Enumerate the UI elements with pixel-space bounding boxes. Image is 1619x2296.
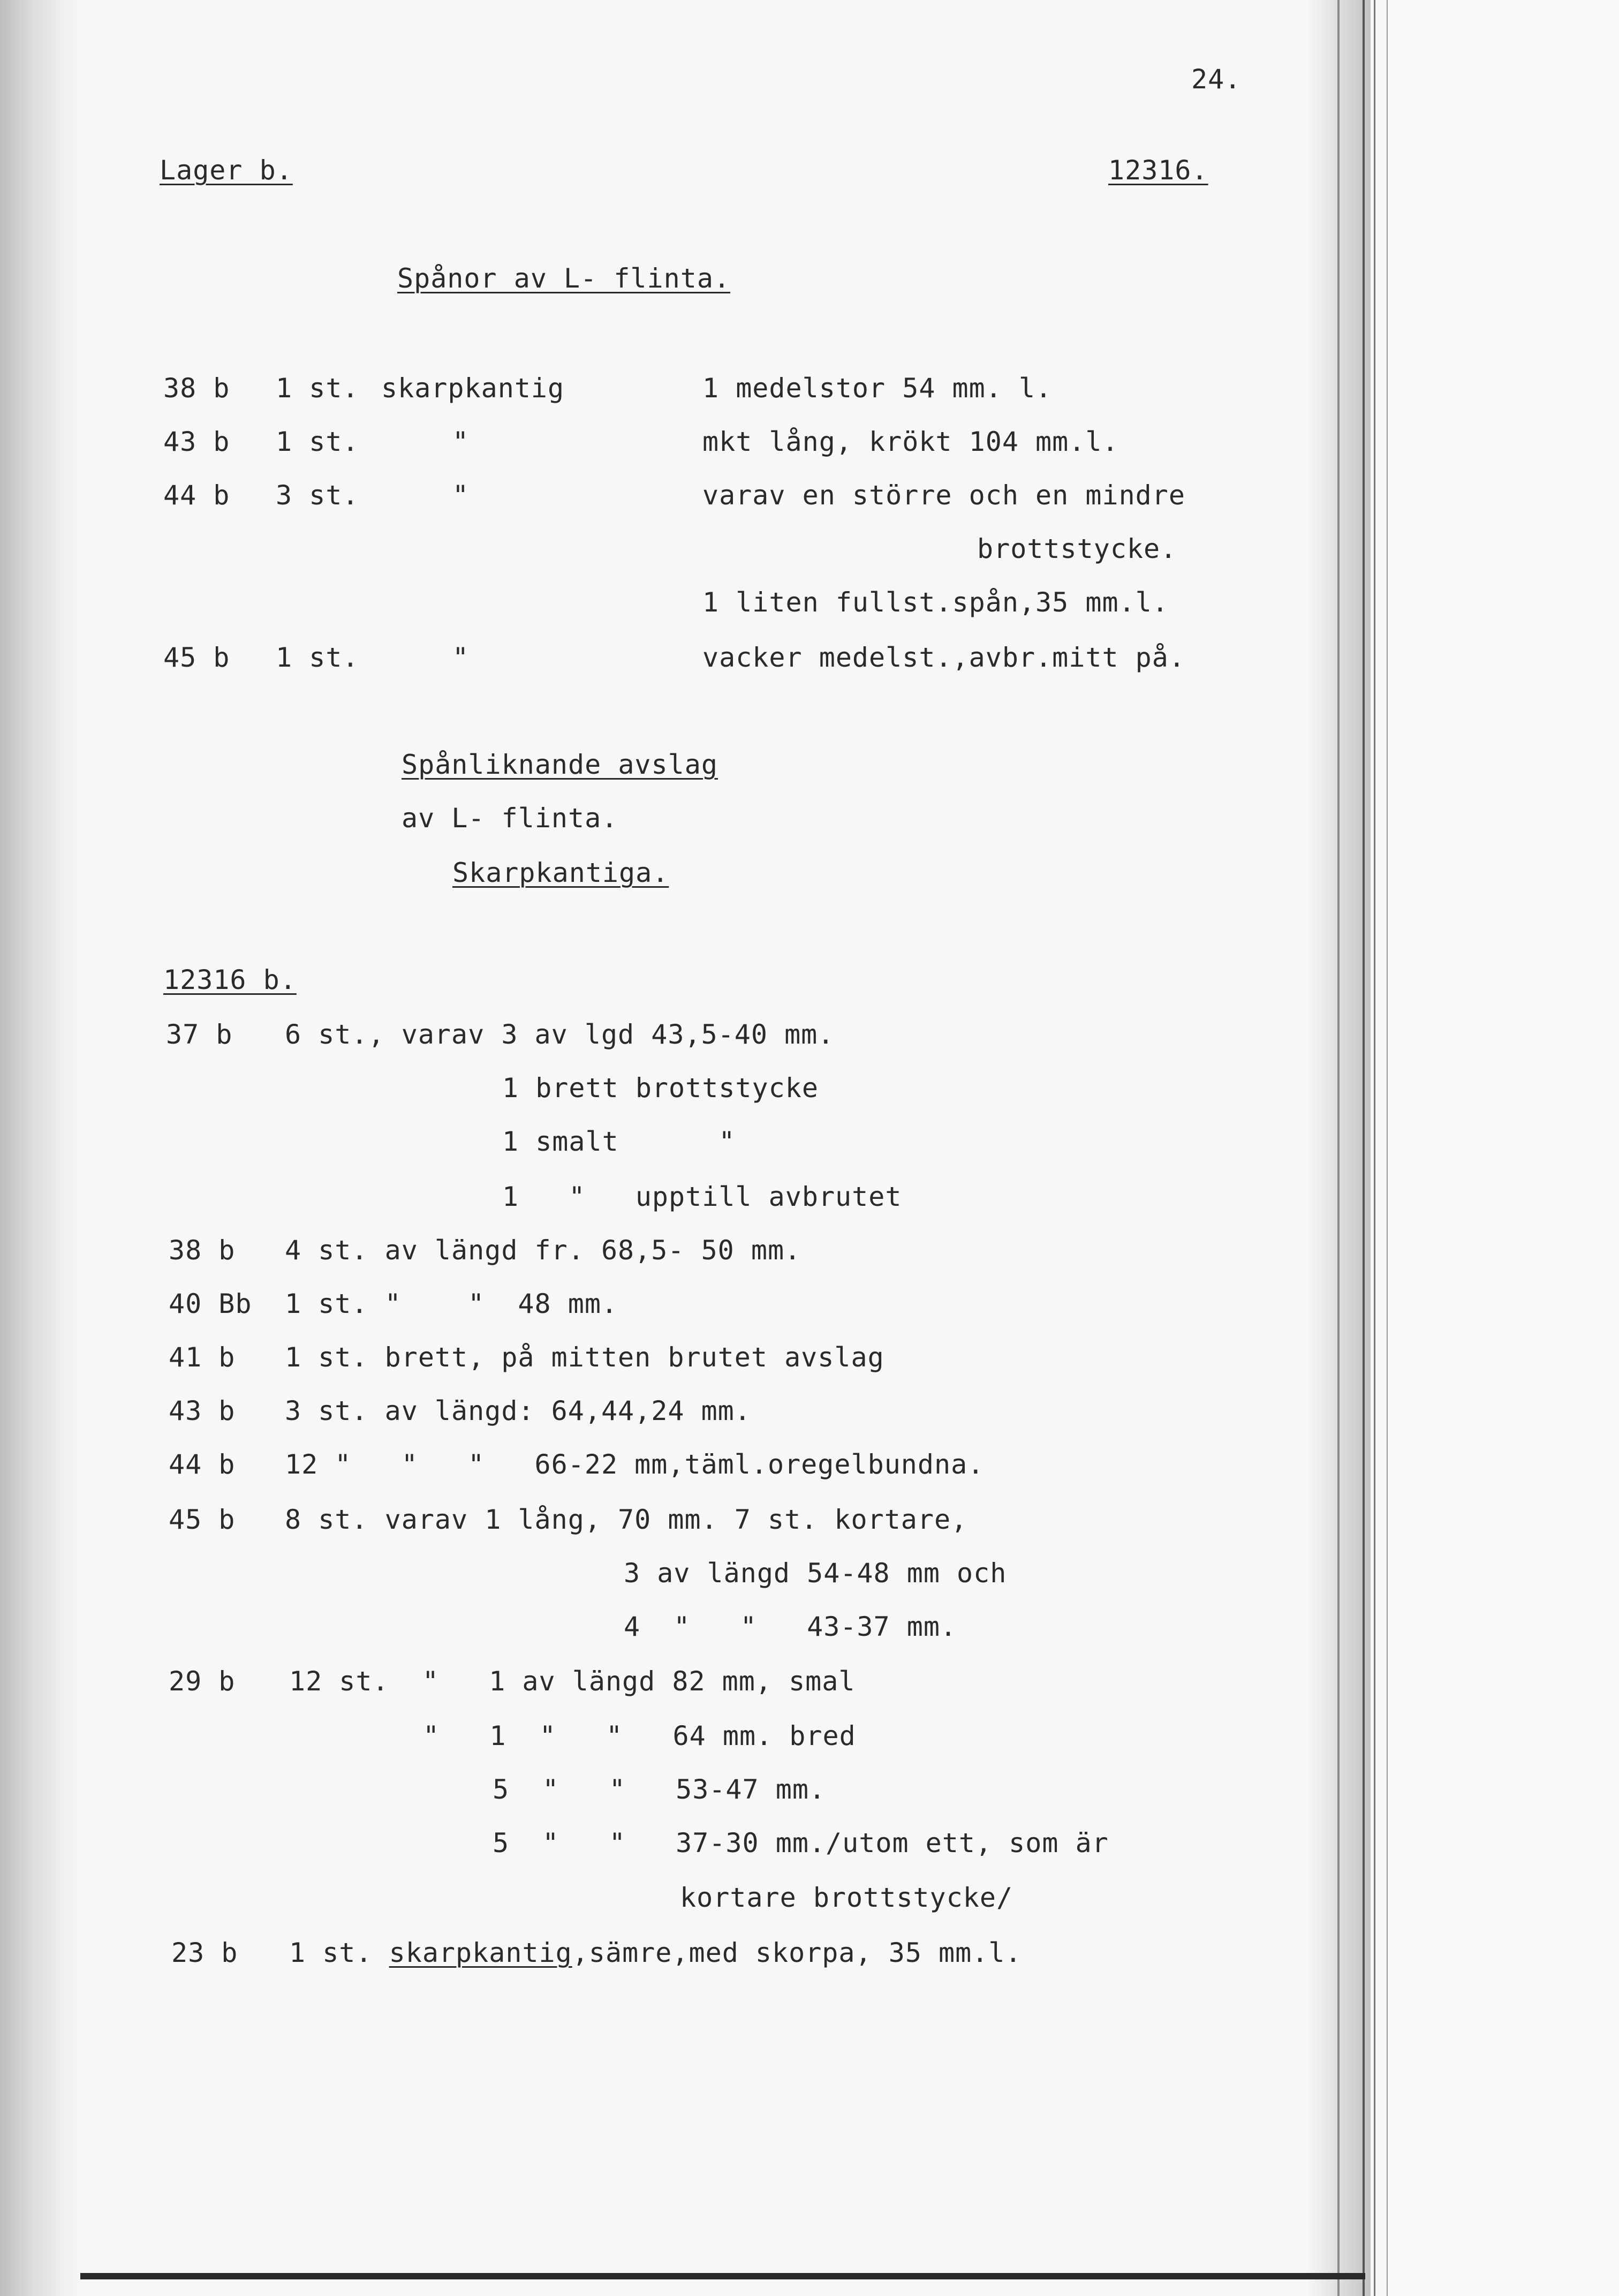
page-number: 24. [1191,64,1242,95]
row-text: 6 st., varav 3 av lgd 43,5-40 mm. [285,1019,835,1050]
row-text: 4 " " 43-37 mm. [624,1611,957,1642]
row-id: 44 b [163,480,230,511]
row-text: 3 av längd 54-48 mm och [624,1558,1007,1589]
row-text-underlined: skarpkantig [389,1937,572,1968]
row-note: varav en större och en mindre [702,480,1185,511]
row-text: 8 st. varav 1 lång, 70 mm. 7 st. kortare, [285,1504,968,1535]
row-note: 1 medelstor 54 mm. l. [702,373,1053,404]
row-id: 38 b [169,1235,236,1266]
page-edge-line [1374,0,1375,2296]
row-desc: skarpkantig [381,373,565,404]
row-text: 1 smalt " [502,1126,736,1157]
scan-shadow-left [0,0,80,2296]
page-edge-line [1363,0,1365,2296]
row-note: brottstycke. [977,533,1177,564]
page-edge-line [1337,0,1340,2296]
row-text: 5 " " 37-30 mm./utom ett, som är [493,1827,1109,1859]
row-qty: 1 st. [276,642,359,673]
row-id: 40 Bb [169,1288,252,1319]
row-text: 3 st. av längd: 64,44,24 mm. [285,1395,751,1426]
row-desc: " [452,480,470,511]
row-text: 12 st. " 1 av längd 82 mm, smal [289,1666,856,1697]
layer-heading: Lager b. [160,155,293,186]
row-id: 29 b [169,1666,236,1697]
section-subtitle: Skarpkantiga. [452,857,669,888]
row-text: 1 st. " " 48 mm. [285,1288,618,1319]
section-subtitle: av L- flinta. [402,803,618,834]
row-qty: 1 st. [276,373,359,404]
row-text: kortare brottstycke/ [680,1882,1013,1913]
row-text-pre: 1 st. [289,1937,389,1968]
section-title: Spånor av L- flinta. [397,263,731,294]
row-id: 38 b [163,373,230,404]
row-text: 12 " " " 66-22 mm,täml.oregelbundna. [285,1449,985,1480]
row-note: mkt lång, krökt 104 mm.l. [702,426,1119,457]
scan-margin-right [1388,0,1619,2296]
row-text: 1 st. brett, på mitten brutet avslag [285,1342,884,1373]
row-id: 44 b [169,1449,236,1480]
row-id: 43 b [163,426,230,457]
page-bottom-edge [80,2273,1365,2279]
row-id: 37 b [166,1019,233,1050]
group-label: 12316 b. [163,964,297,995]
row-qty: 3 st. [276,480,359,511]
section-title: Spånliknande avslag [402,749,718,780]
row-id: 45 b [169,1504,236,1535]
row-qty: 1 st. [276,426,359,457]
row-text-post: ,sämre,med skorpa, 35 mm.l. [572,1937,1022,1968]
catalog-number: 12316. [1108,155,1208,186]
row-id: 43 b [169,1395,236,1426]
row-text [289,1937,1022,1969]
row-id: 45 b [163,642,230,673]
row-text: 1 brett brottstycke [502,1073,819,1104]
row-desc: " [452,642,470,673]
row-text: 5 " " 53-47 mm. [493,1774,826,1805]
row-note: 1 liten fullst.spån,35 mm.l. [702,587,1169,618]
row-desc: " [452,426,470,457]
row-note: vacker medelst.,avbr.mitt på. [702,642,1185,673]
row-id: 23 b [171,1937,238,1968]
row-text: 4 st. av längd fr. 68,5- 50 mm. [285,1235,801,1266]
row-text: 1 " upptill avbrutet [502,1181,902,1212]
row-id: 41 b [169,1342,236,1373]
row-text: " 1 " " 64 mm. bred [423,1720,856,1751]
